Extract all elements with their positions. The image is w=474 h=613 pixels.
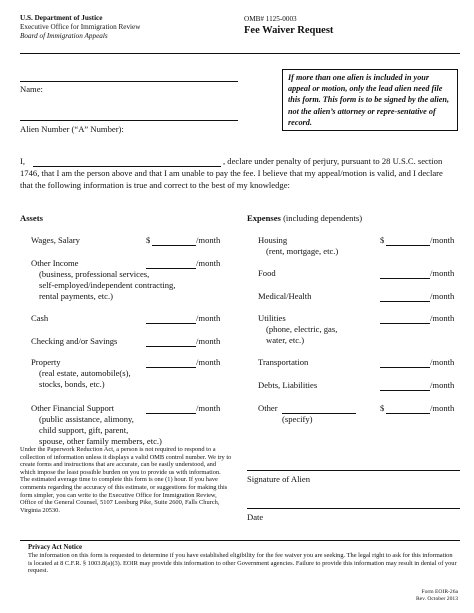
- alien-number-label: Alien Number (“A” Number):: [20, 124, 124, 134]
- assets-item-sub: rental payments, etc.): [39, 291, 113, 301]
- revision-date: Rev. October 2013: [415, 596, 458, 602]
- expenses-heading-note: (including dependents): [283, 213, 363, 223]
- other-specify-label: (specify): [282, 414, 313, 424]
- name-field[interactable]: [20, 81, 238, 82]
- paperwork-notice: Under the Paperwork Reduction Act, a person is not required to respond to a collection of information unless it displays a valid OMB control number. We try to create forms and instructions that are accurate, can be easily understood, and which impose the least possible burden on you to provide us with information. The estimated average time to complete this form is one (1) hour. If you have comments regarding the accuracy of this estimate, or suggestions for making this form simpler, you can write to the Executive Office for Immigration Review, Office of the General Counsel, 5107 Leesburg Pike, Suite 2600, Falls Church, Virginia 20530.: [20, 446, 232, 514]
- privacy-title: Privacy Act Notice: [28, 544, 82, 551]
- expenses-item-label: Debts, Liabilities: [258, 380, 318, 390]
- assets-item-label: Other Income: [31, 258, 79, 268]
- per-month-label: /month: [196, 313, 221, 323]
- alien-number-field[interactable]: [20, 120, 238, 121]
- amount-field[interactable]: [380, 390, 430, 391]
- expenses-item-label: Food: [258, 268, 276, 278]
- amount-field[interactable]: [380, 278, 430, 279]
- form-header: [244, 14, 333, 36]
- amount-field[interactable]: [146, 268, 196, 269]
- omb-number: OMB# 1125-0003: [244, 15, 297, 23]
- assets-item-sub: spouse, other family members, etc.): [39, 436, 162, 446]
- declaration-line3: that the following information is true and correct to the best of my knowledge:: [20, 180, 290, 190]
- form-number: Form EOIR-26a: [421, 589, 458, 595]
- privacy-text: The information on this form is requested to determine if you have established eligibility for the fee waiver you are seeking. The legal right to ask for this information is located at 8 C.F.R. § 1003.8(a)(3). EOIR may provide this information to other Government agencies. Failure to provide this information may result in denial of your request.: [28, 552, 457, 575]
- assets-item-label: Cash: [31, 313, 49, 323]
- amount-field[interactable]: [380, 323, 430, 324]
- per-month-label: /month: [430, 235, 455, 245]
- assets-item-label: Checking and/or Savings: [31, 336, 118, 346]
- per-month-label: /month: [196, 357, 221, 367]
- per-month-label: /month: [430, 403, 455, 413]
- amount-field[interactable]: [146, 367, 196, 368]
- assets-item-sub: (public assistance, alimony,: [39, 414, 134, 424]
- header-rule: [20, 53, 460, 54]
- amount-field[interactable]: [146, 323, 196, 324]
- dollar-sign: $: [380, 403, 385, 413]
- dollar-sign: $: [146, 235, 151, 245]
- assets-item-sub: self-employed/independent contracting,: [39, 280, 176, 290]
- expenses-heading-wrap: [247, 213, 362, 223]
- form-title: Fee Waiver Request: [244, 25, 334, 36]
- declaration-line2: 1746, that I am the person above and that I am unable to pay the fee. I believe that my appeal/motion is valid, and I declare: [20, 168, 443, 178]
- per-month-label: /month: [430, 268, 455, 278]
- amount-field[interactable]: [386, 245, 430, 246]
- declarant-name-field[interactable]: [33, 166, 221, 167]
- expenses-item-sub: water, etc.): [266, 335, 305, 345]
- expenses-item-label: Housing: [258, 235, 288, 245]
- agency-name: U.S. Department of Justice: [20, 14, 103, 22]
- assets-heading: Assets: [20, 213, 43, 223]
- name-label: Name:: [20, 84, 43, 94]
- per-month-label: /month: [196, 336, 221, 346]
- amount-field[interactable]: [152, 245, 196, 246]
- assets-item-sub: stocks, bonds, etc.): [39, 379, 105, 389]
- amount-field[interactable]: [146, 413, 196, 414]
- declaration-i: I,: [20, 156, 26, 166]
- declaration-line1: , declare under penalty of perjury, pursuant to 28 U.S.C. section: [223, 156, 443, 166]
- assets-item-label: Property: [31, 357, 61, 367]
- amount-field[interactable]: [380, 367, 430, 368]
- expenses-item-sub: (rent, mortgage, etc.): [266, 246, 339, 256]
- assets-item-label: Wages, Salary: [31, 235, 80, 245]
- amount-field[interactable]: [146, 346, 196, 347]
- per-month-label: /month: [430, 380, 455, 390]
- per-month-label: /month: [196, 235, 221, 245]
- assets-item-sub: (business, professional services,: [39, 269, 150, 279]
- dollar-sign: $: [380, 235, 385, 245]
- expenses-item-label: Other: [258, 403, 278, 413]
- per-month-label: /month: [430, 313, 455, 323]
- per-month-label: /month: [196, 403, 221, 413]
- per-month-label: /month: [196, 258, 221, 268]
- agency-header: [20, 14, 140, 41]
- lead-alien-notice: If more than one alien is included in your appeal or motion, only the lead alien need file this form. This form is to be signed by the alien, not the alien’s attorney or repre-sentative of record.: [282, 69, 458, 131]
- expenses-item-label: Transportation: [258, 357, 309, 367]
- per-month-label: /month: [430, 291, 455, 301]
- signature-field[interactable]: [247, 470, 460, 471]
- amount-field[interactable]: [380, 301, 430, 302]
- assets-item-sub: (real estate, automobile(s),: [39, 368, 131, 378]
- board-name: Board of Immigration Appeals: [20, 32, 108, 40]
- footer-rule: [20, 540, 460, 541]
- assets-item-label: Other Financial Support: [31, 403, 115, 413]
- amount-field[interactable]: [386, 413, 430, 414]
- signature-label: Signature of Alien: [247, 474, 311, 484]
- expenses-item-label: Medical/Health: [258, 291, 312, 301]
- office-name: Executive Office for Immigration Review: [20, 23, 141, 31]
- assets-item-sub: child support, gift, parent,: [39, 425, 129, 435]
- date-label: Date: [247, 512, 264, 522]
- date-field[interactable]: [247, 508, 460, 509]
- expenses-item-label: Utilities: [258, 313, 286, 323]
- expenses-item-sub: (phone, electric, gas,: [266, 324, 338, 334]
- per-month-label: /month: [430, 357, 455, 367]
- expenses-heading: Expenses: [247, 213, 281, 223]
- form-footer: [416, 589, 458, 603]
